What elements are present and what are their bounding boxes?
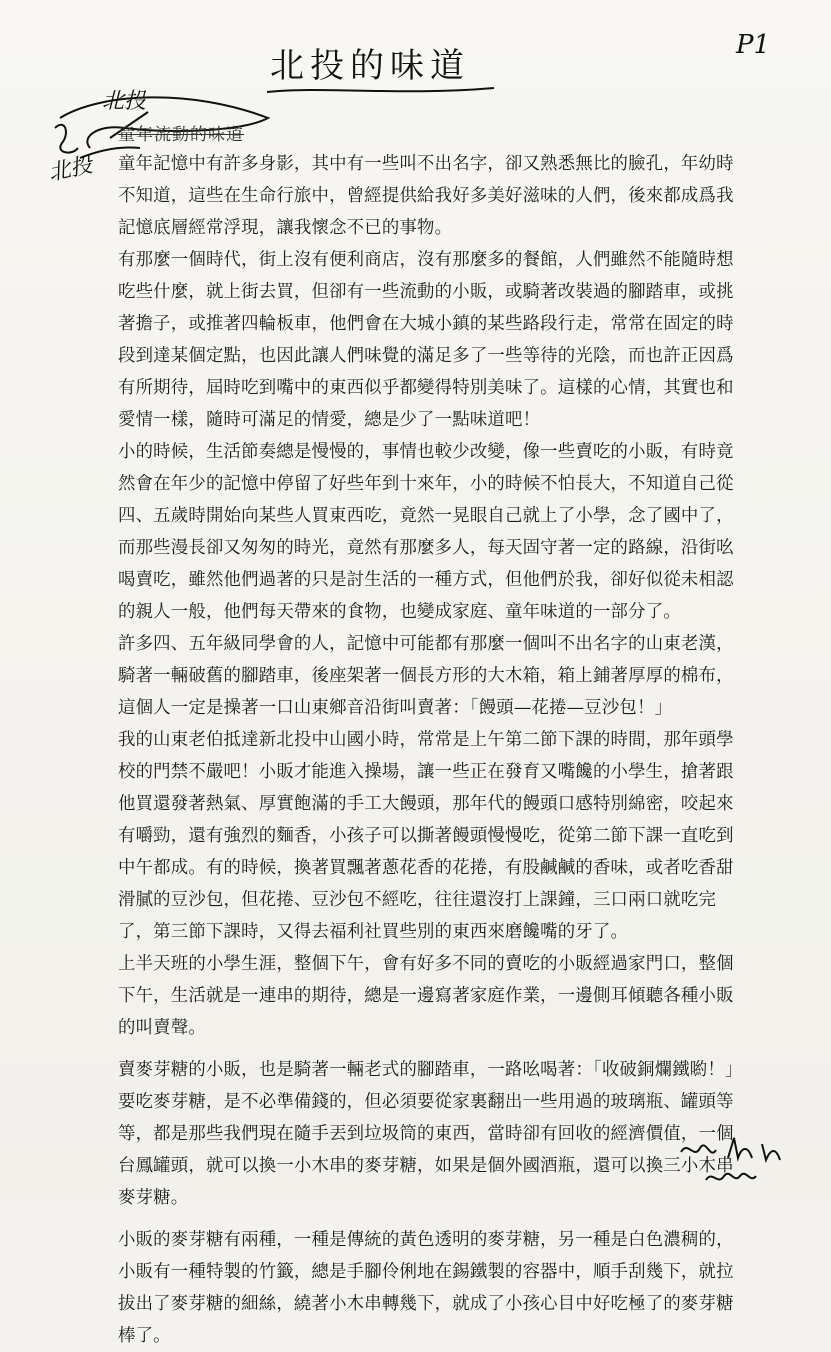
struck-heading: 童年流動的味道: [118, 125, 244, 145]
handwritten-signature: [676, 1130, 806, 1190]
paragraph: 許多四、五年級同學會的人，記憶中可能都有那麼一個叫不出名字的山東老漢，騎著一輛破舊的腳踏車，後座架著一個長方形的大木箱，箱上鋪著厚厚的棉布，這個人一定是操著一口山東鄉音沿街叫賣著：「饅頭—花捲—豆沙包！」: [118, 634, 734, 718]
handwritten-insert-top: 北投: [102, 89, 147, 114]
document-body: [118, 148, 736, 1352]
paragraph: 小的時候，生活節奏總是慢慢的，事情也較少改變，像一些賣吃的小販，有時竟然會在年少的記憶中停留了好些年到十來年，小的時候不怕長大，不知道自己從四、五歲時開始向某些人買東西吃，竟然一晃眼自己就上了小學，念了國中了，而那些漫長卻又匆匆的時光，竟然有那麼多人，每天固守著一定的路線，沿街吆喝賣吃，雖然他們過著的只是討生活的一種方式，但他們於我，卻好似從未相認的親人一般，他們每天帶來的食物，也變成家庭、童年味道的一部分了。: [118, 442, 734, 622]
paragraph: 我的山東老伯抵達新北投中山國小時，常常是上午第二節下課的時間，那年頭學校的門禁不嚴吧！小販才能進入操場，讓一些正在發育又嘴饞的小學生，搶著跟他買還發著熱氣、厚實飽滿的手工大饅頭，那年代的饅頭口感特別綿密，咬起來有嚼勁，還有強烈的麵香，小孩子可以撕著饅頭慢慢吃，從第二節下課一直吃到中午都成。有的時候，換著買飄著蔥花香的花捲，有股鹹鹹的香味，或者吃香甜滑膩的豆沙包，但花捲、豆沙包不經吃，往往還沒打上課鐘，三口兩口就吃完了，第三節下課時，又得去福利社買些別的東西來磨饞嘴的牙了。: [118, 730, 734, 942]
paragraph: 賣麥芽糖的小販，也是騎著一輛老式的腳踏車，一路吆喝著：「收破銅爛鐵喲！」要吃麥芽糖，是不必準備錢的，但必須要從家裏翻出一些用過的玻璃瓶、罐頭等等，都是那些我們現在隨手丟到垃圾筒的東西，當時卻有回收的經濟價值，一個台鳳罐頭，就可以換一小木串的麥芽糖，如果是個外國酒瓶，還可以換三小木串麥芽糖。: [118, 1060, 734, 1208]
handwritten-insert-margin: 北投: [46, 152, 95, 187]
handwritten-title: 北投的味道: [270, 46, 470, 86]
paragraph: 有那麼一個時代，街上沒有便利商店，沒有那麼多的餐館，人們雖然不能隨時想吃些什麼，就上街去買，但卻有一些流動的小販，或騎著改裝過的腳踏車，或挑著擔子，或推著四輪板車，他們會在大城小鎮的某些路段行走，常常在固定的時段到達某個定點，也因此讓人們味覺的滿足多了一些等待的光陰，而也許正因爲有所期待，屆時吃到嘴中的東西似乎都變得特別美味了。這樣的心情，其實也和愛情一樣，隨時可滿足的情愛，總是少了一點味道吧！: [118, 250, 734, 430]
page-number: P1: [736, 30, 771, 60]
paragraph: 童年記憶中有許多身影，其中有一些叫不出名字，卻又熟悉無比的臉孔，年幼時不知道，這些在生命行旅中，曾經提供給我好多美好滋味的人們，後來都成爲我記憶底層經常浮現，讓我懷念不已的事物。: [118, 154, 734, 238]
title-underline: [262, 80, 502, 100]
paragraph: 小販的麥芽糖有兩種，一種是傳統的黃色透明的麥芽糖，另一種是白色濃稠的，小販有一種特製的竹籤，總是手腳伶俐地在錫鐵製的容器中，順手刮幾下，就拉拔出了麥芽糖的細絲，繞著小木串轉幾下，就成了小孩心目中好吃極了的麥芽糖棒了。: [118, 1230, 734, 1346]
paragraph: 上半天班的小學生涯，整個下午，會有好多不同的賣吃的小販經過家門口，整個下午，生活就是一連串的期待，總是一邊寫著家庭作業，一邊側耳傾聽各種小販的叫賣聲。: [118, 954, 734, 1038]
